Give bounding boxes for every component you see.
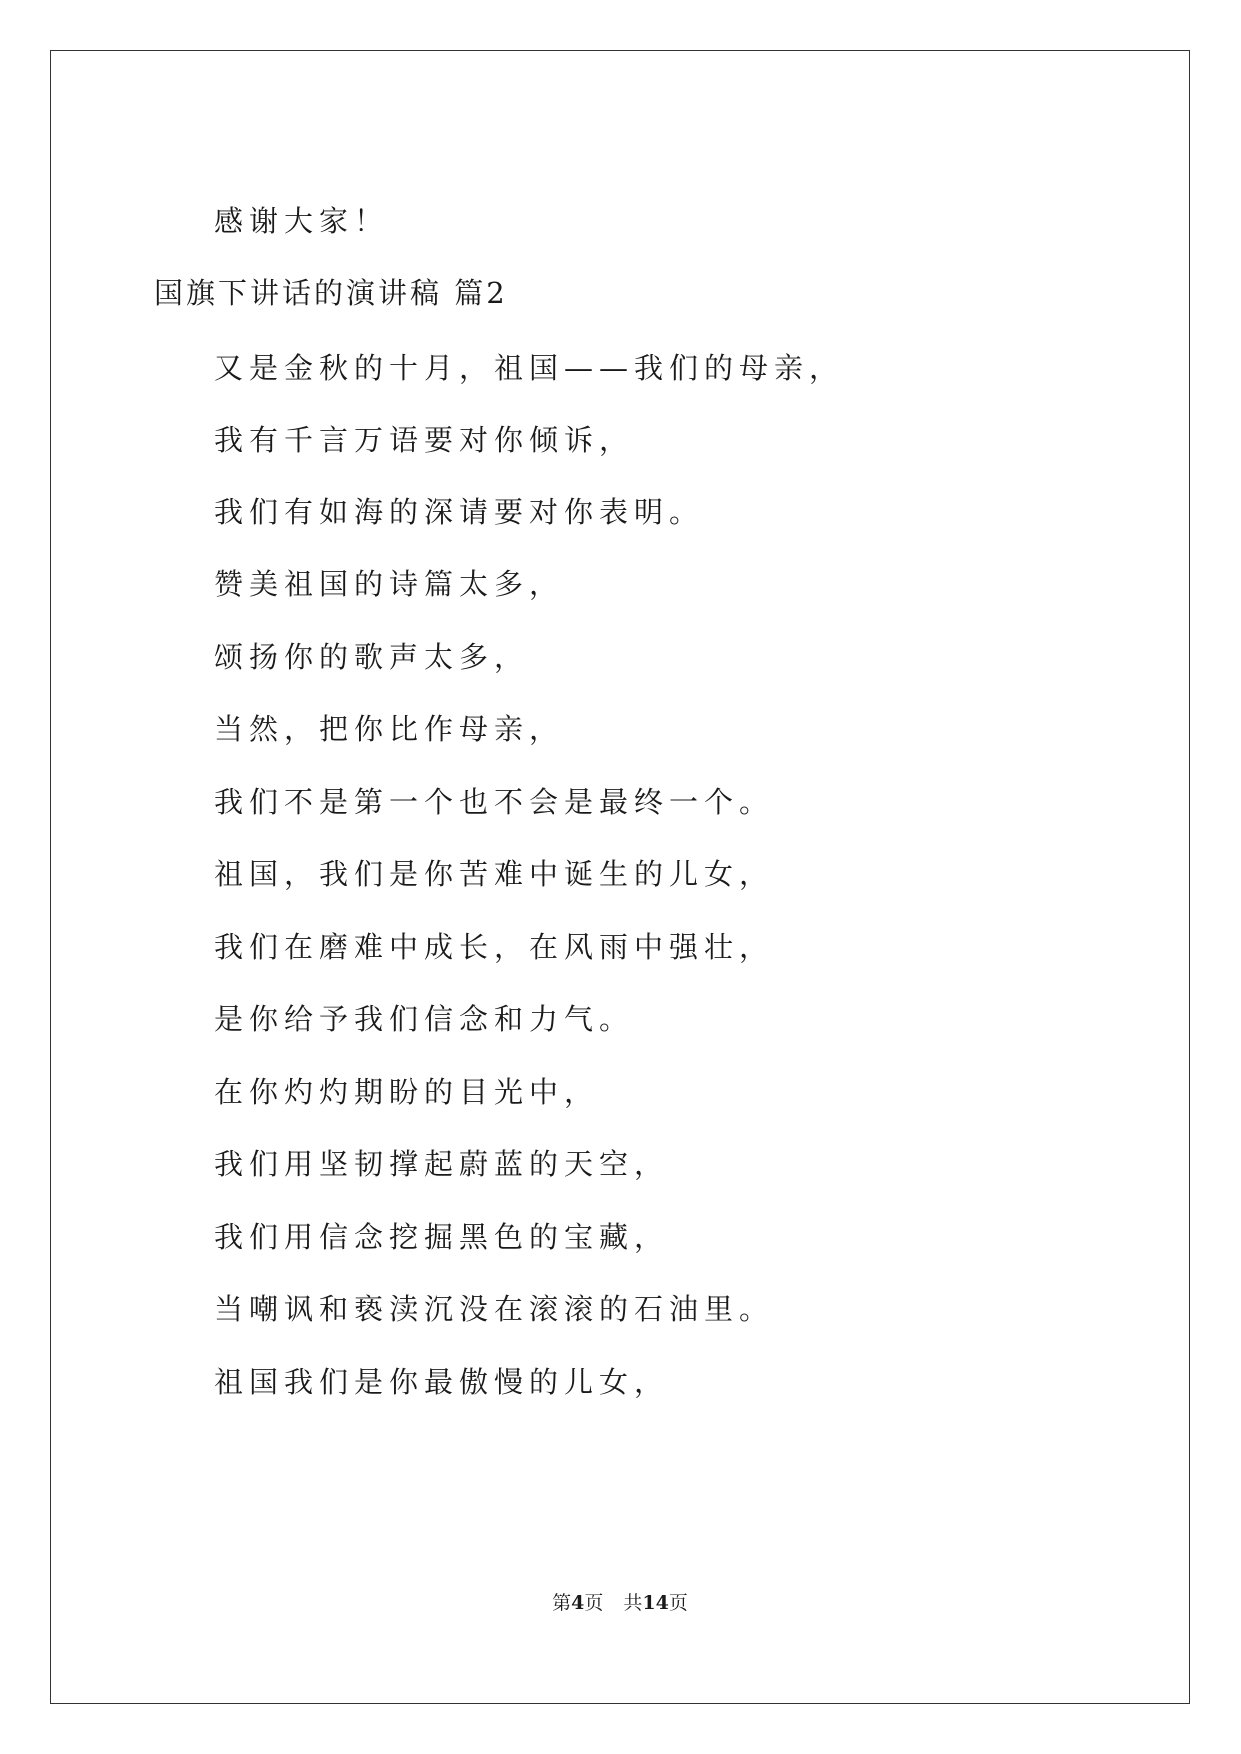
paragraph-line: 我们不是第一个也不会是最终一个。 — [214, 785, 775, 819]
paragraph-line: 当然，把你比作母亲， — [214, 712, 565, 746]
paragraph-line: 祖国，我们是你苦难中诞生的儿女， — [214, 857, 775, 891]
paragraph-line: 是你给予我们信念和力气。 — [214, 1002, 635, 1036]
paragraph-line: 祖国我们是你最傲慢的儿女， — [214, 1365, 670, 1399]
total-prefix: 共 — [623, 1592, 643, 1614]
paragraph-line: 我有千言万语要对你倾诉， — [214, 423, 635, 457]
paragraph-line: 在你灼灼期盼的目光中， — [214, 1075, 600, 1109]
paragraph-line: 当嘲讽和亵渎沉没在滚滚的石油里。 — [214, 1292, 775, 1326]
paragraph-line: 我们有如海的深请要对你表明。 — [214, 495, 705, 529]
paragraph-line: 我们在磨难中成长，在风雨中强壮， — [214, 930, 775, 964]
page-number: 4 — [571, 1592, 585, 1614]
page-prefix: 第 — [552, 1592, 572, 1614]
paragraph-line: 我们用坚韧撑起蔚蓝的天空， — [214, 1147, 670, 1181]
paragraph-line: 我们用信念挖掘黑色的宝藏， — [214, 1220, 670, 1254]
page-suffix: 页 — [584, 1592, 604, 1614]
page-frame — [50, 50, 1190, 1704]
total-suffix: 页 — [668, 1592, 688, 1614]
total-pages: 14 — [642, 1592, 669, 1614]
paragraph-line: 赞美祖国的诗篇太多， — [214, 567, 565, 601]
section-heading: 国旗下讲话的演讲稿 篇2 — [154, 276, 508, 310]
page-footer — [51, 1588, 1189, 1615]
paragraph-line: 又是金秋的十月，祖国——我们的母亲， — [214, 351, 845, 385]
paragraph-line: 颂扬你的歌声太多， — [214, 640, 530, 674]
closing-line: 感谢大家！ — [214, 204, 390, 238]
